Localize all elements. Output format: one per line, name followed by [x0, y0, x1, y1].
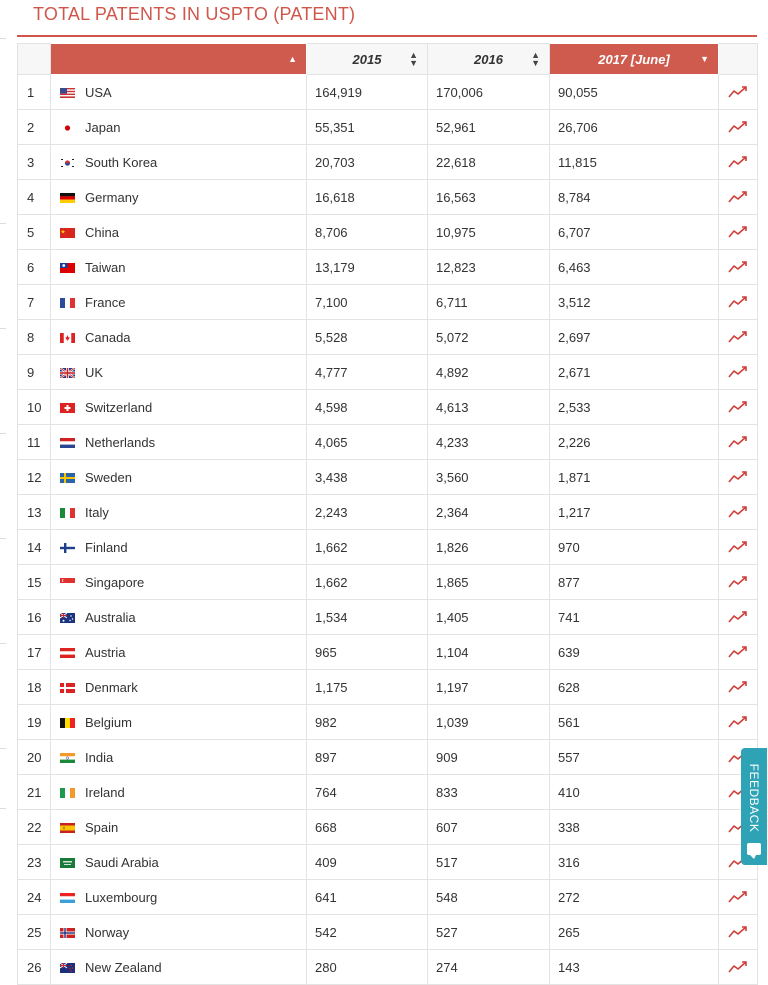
country-name: Germany: [85, 189, 139, 205]
value-2016-cell: 4,892: [428, 355, 550, 390]
rank-cell: 11: [18, 425, 51, 460]
value-2016-cell: 1,197: [428, 670, 550, 705]
value-2015-cell: 965: [307, 635, 428, 670]
usa-flag-icon: [60, 88, 75, 98]
value-2016-cell: 833: [428, 775, 550, 810]
value-2017-cell: 628: [550, 670, 719, 705]
country-cell: [51, 425, 307, 460]
year-2015-column-header[interactable]: [307, 44, 428, 75]
trend-chart-icon: [727, 890, 749, 904]
country-name: Italy: [85, 504, 109, 520]
table-row: [18, 320, 758, 355]
country-cell: [51, 390, 307, 425]
ireland-flag-icon: [60, 788, 75, 798]
table-row: [18, 145, 758, 180]
value-2016-cell: 1,405: [428, 600, 550, 635]
australia-flag-icon: [60, 613, 75, 623]
country-cell: [51, 145, 307, 180]
value-2015-cell: 542: [307, 915, 428, 950]
rank-cell: 14: [18, 530, 51, 565]
table-row: [18, 845, 758, 880]
table-row: [18, 530, 758, 565]
trend-chart-icon: [727, 120, 749, 134]
value-2016-cell: 1,826: [428, 530, 550, 565]
country-cell: [51, 215, 307, 250]
value-2016-cell: 527: [428, 915, 550, 950]
singapore-flag-icon: [60, 578, 75, 588]
rank-cell: 5: [18, 215, 51, 250]
country-cell: [51, 530, 307, 565]
value-2017-cell: 316: [550, 845, 719, 880]
chat-bubble-icon: [747, 843, 761, 855]
spain-flag-icon: [60, 823, 75, 833]
trend-chart-icon: [727, 295, 749, 309]
rank-cell: 8: [18, 320, 51, 355]
belgium-flag-icon: [60, 718, 75, 728]
trend-chart-icon: [727, 610, 749, 624]
country-cell: [51, 110, 307, 145]
value-2017-cell: 11,815: [550, 145, 719, 180]
luxembourg-flag-icon: [60, 893, 75, 903]
sort-desc-icon: ▼: [700, 54, 709, 64]
feedback-tab[interactable]: [741, 748, 767, 865]
taiwan-flag-icon: [60, 263, 75, 273]
country-name: France: [85, 294, 126, 310]
austria-flag-icon: [60, 648, 75, 658]
rank-cell: 10: [18, 390, 51, 425]
country-name: Australia: [85, 609, 136, 625]
trend-cell[interactable]: [719, 355, 758, 390]
value-2016-cell: 1,865: [428, 565, 550, 600]
table-header-row: [18, 44, 758, 75]
country-name: Belgium: [85, 714, 132, 730]
year-2016-column-header[interactable]: [428, 44, 550, 75]
value-2016-cell: 2,364: [428, 495, 550, 530]
value-2015-cell: 4,598: [307, 390, 428, 425]
value-2016-cell: 1,039: [428, 705, 550, 740]
value-2017-cell: 557: [550, 740, 719, 775]
trend-cell[interactable]: [719, 880, 758, 915]
uk-flag-icon: [60, 368, 75, 378]
value-2015-cell: 1,662: [307, 530, 428, 565]
value-2015-cell: 1,662: [307, 565, 428, 600]
country-name: New Zealand: [85, 959, 162, 975]
country-cell: [51, 775, 307, 810]
value-2017-cell: 338: [550, 810, 719, 845]
sort-both-icon: ▲ ▼: [531, 50, 540, 68]
denmark-flag-icon: [60, 683, 75, 693]
table-row: [18, 635, 758, 670]
value-2016-cell: 607: [428, 810, 550, 845]
table-row: [18, 460, 758, 495]
sort-both-icon: ▲ ▼: [409, 50, 418, 68]
trend-chart-icon: [727, 470, 749, 484]
page-title: TOTAL PATENTS IN USPTO (PATENT): [33, 4, 356, 24]
country-name: USA: [85, 84, 112, 100]
left-guides: [0, 38, 10, 983]
country-cell: [51, 75, 307, 110]
year-2016-label: 2016: [474, 51, 503, 67]
value-2017-cell: 741: [550, 600, 719, 635]
country-cell: [51, 845, 307, 880]
value-2016-cell: 6,711: [428, 285, 550, 320]
japan-flag-icon: [60, 123, 75, 133]
country-cell: [51, 495, 307, 530]
country-cell: [51, 915, 307, 950]
value-2017-cell: 8,784: [550, 180, 719, 215]
trend-chart-icon: [727, 225, 749, 239]
value-2016-cell: 909: [428, 740, 550, 775]
netherlands-flag-icon: [60, 438, 75, 448]
trend-cell[interactable]: [719, 460, 758, 495]
value-2015-cell: 280: [307, 950, 428, 985]
value-2017-cell: 143: [550, 950, 719, 985]
country-name: Spain: [85, 819, 119, 835]
table-row: [18, 810, 758, 845]
value-2017-cell: 410: [550, 775, 719, 810]
trend-chart-icon: [727, 680, 749, 694]
value-2015-cell: 5,528: [307, 320, 428, 355]
country-name: Singapore: [85, 574, 145, 590]
trend-chart-icon: [727, 400, 749, 414]
rank-cell: 22: [18, 810, 51, 845]
rank-cell: 1: [18, 75, 51, 110]
trend-cell[interactable]: [719, 425, 758, 460]
table-row: [18, 75, 758, 110]
country-name: Norway: [85, 924, 130, 940]
value-2017-cell: 1,217: [550, 495, 719, 530]
country-cell: [51, 705, 307, 740]
value-2017-cell: 6,463: [550, 250, 719, 285]
value-2017-cell: 561: [550, 705, 719, 740]
norway-flag-icon: [60, 928, 75, 938]
canada-flag-icon: [60, 333, 75, 343]
table-row: [18, 285, 758, 320]
value-2015-cell: 1,175: [307, 670, 428, 705]
trend-chart-icon: [727, 575, 749, 589]
rank-cell: 16: [18, 600, 51, 635]
trend-chart-icon: [727, 190, 749, 204]
title-divider: [17, 35, 757, 37]
value-2017-cell: 3,512: [550, 285, 719, 320]
value-2015-cell: 20,703: [307, 145, 428, 180]
sort-asc-icon: ▲: [288, 54, 297, 64]
table-row: [18, 495, 758, 530]
country-cell: [51, 950, 307, 985]
trend-cell[interactable]: [719, 285, 758, 320]
value-2015-cell: 16,618: [307, 180, 428, 215]
value-2015-cell: 7,100: [307, 285, 428, 320]
table-row: [18, 110, 758, 145]
trend-cell[interactable]: [719, 390, 758, 425]
value-2016-cell: 170,006: [428, 75, 550, 110]
trend-cell[interactable]: [719, 530, 758, 565]
rank-cell: 13: [18, 495, 51, 530]
value-2015-cell: 3,438: [307, 460, 428, 495]
trend-chart-icon: [727, 925, 749, 939]
value-2017-cell: 26,706: [550, 110, 719, 145]
value-2017-cell: 6,707: [550, 215, 719, 250]
country-cell: [51, 600, 307, 635]
trend-chart-icon: [727, 85, 749, 99]
rank-cell: 26: [18, 950, 51, 985]
patents-table: [17, 43, 758, 985]
value-2017-cell: 1,871: [550, 460, 719, 495]
rank-cell: 15: [18, 565, 51, 600]
new-zealand-flag-icon: [60, 963, 75, 973]
country-name: India: [85, 749, 114, 765]
country-cell: [51, 880, 307, 915]
trend-chart-icon: [727, 960, 749, 974]
value-2016-cell: 22,618: [428, 145, 550, 180]
table-row: [18, 740, 758, 775]
year-2017-label: 2017 [June]: [598, 51, 670, 67]
trend-chart-icon: [727, 330, 749, 344]
value-2015-cell: 641: [307, 880, 428, 915]
country-cell: [51, 460, 307, 495]
country-name: Taiwan: [85, 259, 126, 275]
value-2016-cell: 4,613: [428, 390, 550, 425]
saudi-arabia-flag-icon: [60, 858, 75, 868]
value-2016-cell: 12,823: [428, 250, 550, 285]
table-row: [18, 425, 758, 460]
value-2016-cell: 52,961: [428, 110, 550, 145]
country-cell: [51, 565, 307, 600]
table-row: [18, 390, 758, 425]
year-2015-label: 2015: [352, 51, 382, 67]
trend-cell[interactable]: [719, 75, 758, 110]
table-row: [18, 670, 758, 705]
value-2016-cell: 1,104: [428, 635, 550, 670]
rank-cell: 4: [18, 180, 51, 215]
trend-cell[interactable]: [719, 145, 758, 180]
country-cell: [51, 180, 307, 215]
country-name: Canada: [85, 329, 131, 345]
trend-cell[interactable]: [719, 495, 758, 530]
value-2015-cell: 164,919: [307, 75, 428, 110]
rank-cell: 21: [18, 775, 51, 810]
value-2016-cell: 10,975: [428, 215, 550, 250]
country-name: Denmark: [85, 679, 138, 695]
value-2017-cell: 970: [550, 530, 719, 565]
trend-cell[interactable]: [719, 915, 758, 950]
table-row: [18, 950, 758, 985]
value-2017-cell: 272: [550, 880, 719, 915]
trend-chart-icon: [727, 715, 749, 729]
rank-cell: 17: [18, 635, 51, 670]
switzerland-flag-icon: [60, 403, 75, 413]
table-row: [18, 215, 758, 250]
country-cell: [51, 250, 307, 285]
value-2015-cell: 764: [307, 775, 428, 810]
trend-cell[interactable]: [719, 565, 758, 600]
country-name: Sweden: [85, 469, 132, 485]
trend-chart-icon: [727, 645, 749, 659]
value-2017-cell: 877: [550, 565, 719, 600]
italy-flag-icon: [60, 508, 75, 518]
country-column-header[interactable]: [51, 44, 307, 75]
value-2015-cell: 2,243: [307, 495, 428, 530]
country-cell: [51, 355, 307, 390]
country-name: Saudi Arabia: [85, 854, 159, 870]
country-cell: [51, 740, 307, 775]
rank-cell: 18: [18, 670, 51, 705]
trend-cell[interactable]: [719, 705, 758, 740]
rank-cell: 19: [18, 705, 51, 740]
rank-cell: 20: [18, 740, 51, 775]
country-name: Netherlands: [85, 434, 156, 450]
value-2016-cell: 4,233: [428, 425, 550, 460]
value-2015-cell: 55,351: [307, 110, 428, 145]
value-2016-cell: 517: [428, 845, 550, 880]
trend-chart-icon: [727, 365, 749, 379]
value-2015-cell: 1,534: [307, 600, 428, 635]
country-name: China: [85, 224, 119, 240]
country-name: Finland: [85, 539, 128, 555]
value-2017-cell: 2,671: [550, 355, 719, 390]
table-row: [18, 600, 758, 635]
trend-chart-icon: [727, 540, 749, 554]
value-2017-cell: 639: [550, 635, 719, 670]
table-row: [18, 250, 758, 285]
value-2017-cell: 90,055: [550, 75, 719, 110]
value-2017-cell: 2,533: [550, 390, 719, 425]
trend-chart-icon: [727, 260, 749, 274]
country-cell: [51, 320, 307, 355]
value-2017-cell: 2,697: [550, 320, 719, 355]
table-row: [18, 705, 758, 740]
value-2015-cell: 409: [307, 845, 428, 880]
country-cell: [51, 285, 307, 320]
trend-cell[interactable]: [719, 110, 758, 145]
value-2016-cell: 274: [428, 950, 550, 985]
table-row: [18, 775, 758, 810]
table-row: [18, 355, 758, 390]
table-row: [18, 880, 758, 915]
value-2016-cell: 16,563: [428, 180, 550, 215]
rank-cell: 3: [18, 145, 51, 180]
trend-cell[interactable]: [719, 250, 758, 285]
value-2017-cell: 2,226: [550, 425, 719, 460]
trend-cell[interactable]: [719, 670, 758, 705]
value-2015-cell: 668: [307, 810, 428, 845]
value-2016-cell: 5,072: [428, 320, 550, 355]
value-2015-cell: 4,065: [307, 425, 428, 460]
rank-cell: 9: [18, 355, 51, 390]
country-cell: [51, 670, 307, 705]
rank-cell: 2: [18, 110, 51, 145]
value-2015-cell: 982: [307, 705, 428, 740]
trend-cell[interactable]: [719, 215, 758, 250]
trend-chart-icon: [727, 155, 749, 169]
value-2015-cell: 13,179: [307, 250, 428, 285]
value-2015-cell: 897: [307, 740, 428, 775]
trend-chart-icon: [727, 505, 749, 519]
table-row: [18, 180, 758, 215]
country-name: Switzerland: [85, 399, 153, 415]
india-flag-icon: [60, 753, 75, 763]
germany-flag-icon: [60, 193, 75, 203]
rank-cell: 24: [18, 880, 51, 915]
country-name: South Korea: [85, 154, 158, 170]
feedback-label: FEEDBACK: [747, 763, 761, 833]
value-2016-cell: 3,560: [428, 460, 550, 495]
trend-cell[interactable]: [719, 600, 758, 635]
china-flag-icon: [60, 228, 75, 238]
value-2016-cell: 548: [428, 880, 550, 915]
finland-flag-icon: [60, 543, 75, 553]
value-2015-cell: 8,706: [307, 215, 428, 250]
country-name: Ireland: [85, 784, 125, 800]
country-name: UK: [85, 364, 104, 380]
trend-cell[interactable]: [719, 180, 758, 215]
trend-column-header: [719, 44, 758, 75]
value-2017-cell: 265: [550, 915, 719, 950]
country-cell: [51, 810, 307, 845]
france-flag-icon: [60, 298, 75, 308]
trend-cell[interactable]: [719, 320, 758, 355]
table-row: [18, 915, 758, 950]
sweden-flag-icon: [60, 473, 75, 483]
value-2015-cell: 4,777: [307, 355, 428, 390]
table-row: [18, 565, 758, 600]
rank-cell: 23: [18, 845, 51, 880]
rank-cell: 6: [18, 250, 51, 285]
south-korea-flag-icon: [60, 158, 75, 168]
year-2017-column-header[interactable]: [550, 44, 719, 75]
country-name: Austria: [85, 644, 126, 660]
rank-column-header: [18, 44, 51, 75]
country-cell: [51, 635, 307, 670]
rank-cell: 7: [18, 285, 51, 320]
country-name: Japan: [85, 119, 121, 135]
trend-chart-icon: [727, 435, 749, 449]
rank-cell: 12: [18, 460, 51, 495]
country-name: Luxembourg: [85, 889, 158, 905]
trend-cell[interactable]: [719, 950, 758, 985]
rank-cell: 25: [18, 915, 51, 950]
trend-cell[interactable]: [719, 635, 758, 670]
